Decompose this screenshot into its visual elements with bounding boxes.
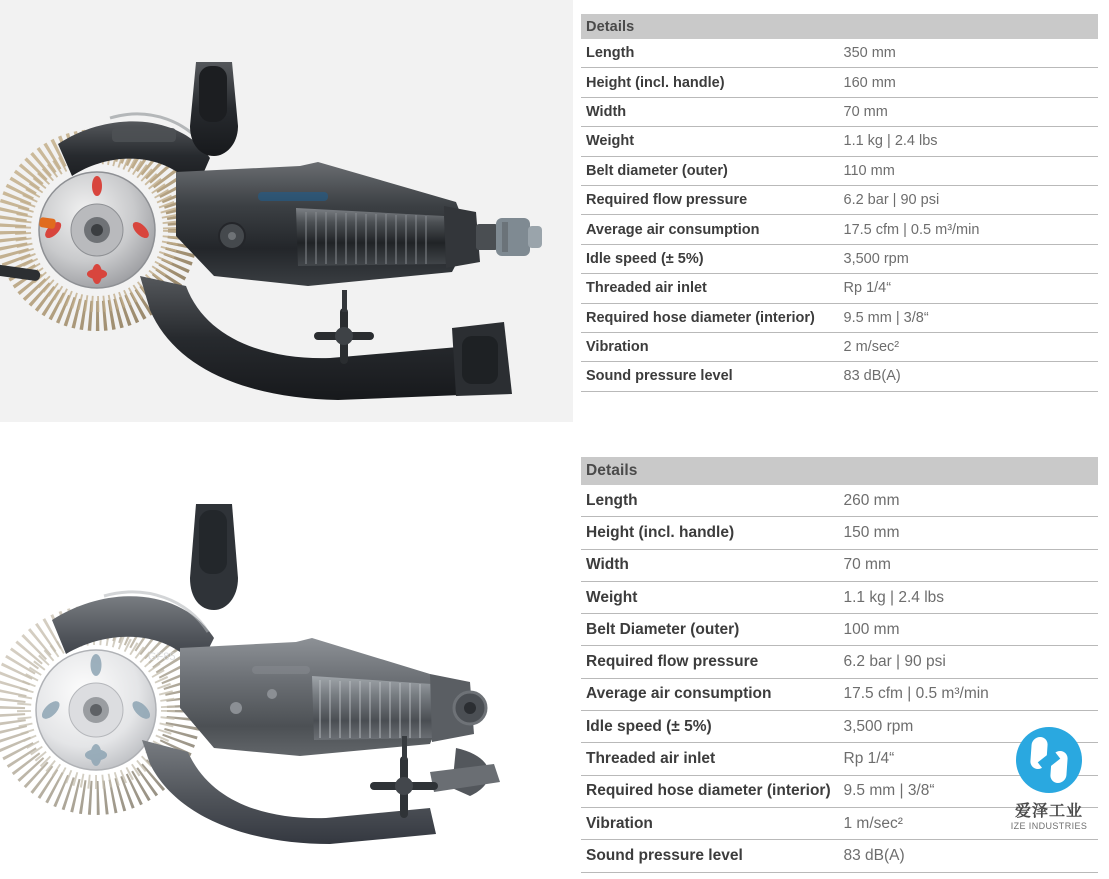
tool-illustration-upper xyxy=(0,40,573,400)
spec-label: Belt diameter (outer) xyxy=(581,156,840,185)
product-block-upper xyxy=(0,0,1109,422)
spec-label: Vibration xyxy=(581,332,840,361)
spec-value: 1.1 kg | 2.4 lbs xyxy=(840,127,1099,156)
spec-label: Width xyxy=(581,97,840,126)
spec-label: Required hose diameter (interior) xyxy=(581,303,840,332)
spec-value: 3,500 rpm xyxy=(840,711,1099,743)
spec-value: 70 mm xyxy=(840,97,1099,126)
spec-value: 17.5 cfm | 0.5 m³/min xyxy=(840,215,1099,244)
table-row xyxy=(581,185,1098,214)
table-row xyxy=(581,39,1098,68)
table-row xyxy=(581,274,1098,303)
izf-swirl-logo-icon xyxy=(1016,727,1082,793)
spec-label: Weight xyxy=(581,581,840,613)
table-row xyxy=(581,156,1098,185)
spec-label: Required flow pressure xyxy=(581,646,840,678)
watermark-name-en: IZE INDUSTRIES xyxy=(1010,821,1088,831)
spec-label: Required flow pressure xyxy=(581,185,840,214)
product-photo-upper xyxy=(0,0,573,422)
spec-label: Weight xyxy=(581,127,840,156)
spec-value: 2 m/sec² xyxy=(840,332,1099,361)
spec-value: 70 mm xyxy=(840,549,1099,581)
table-row xyxy=(581,678,1098,710)
svg-text:GF85: GF85 xyxy=(148,651,176,663)
spec-value: 17.5 cfm | 0.5 m³/min xyxy=(840,678,1099,710)
tool-illustration-lower xyxy=(0,452,573,852)
spec-label: Length xyxy=(581,39,840,68)
spec-table-header-row xyxy=(581,457,1098,485)
table-row xyxy=(581,127,1098,156)
spec-value: 150 mm xyxy=(840,517,1099,549)
spec-label: Idle speed (± 5%) xyxy=(581,244,840,273)
table-row xyxy=(581,581,1098,613)
table-row xyxy=(581,614,1098,646)
spec-label: Height (incl. handle) xyxy=(581,68,840,97)
spec-label: Width xyxy=(581,549,840,581)
spec-label: Sound pressure level xyxy=(581,840,840,872)
spec-label: Threaded air inlet xyxy=(581,274,840,303)
table-row xyxy=(581,244,1098,273)
spec-value: 3,500 rpm xyxy=(840,244,1099,273)
spec-value: Rp 1/4“ xyxy=(840,743,1099,775)
table-row xyxy=(581,332,1098,361)
table-row xyxy=(581,97,1098,126)
table-row xyxy=(581,549,1098,581)
spec-value: 260 mm xyxy=(840,485,1099,517)
spec-value: 6.2 bar | 90 psi xyxy=(840,646,1099,678)
spec-value: 350 mm xyxy=(840,39,1099,68)
product-block-lower xyxy=(0,422,1109,879)
spec-value: 110 mm xyxy=(840,156,1099,185)
table-row xyxy=(581,68,1098,97)
spec-value: 160 mm xyxy=(840,68,1099,97)
spec-value: 100 mm xyxy=(840,614,1099,646)
product-photo-lower xyxy=(0,422,573,879)
spec-label: Required hose diameter (interior) xyxy=(581,775,840,807)
spec-table-upper xyxy=(581,14,1098,392)
logo-slash xyxy=(1038,750,1061,771)
spec-value: 9.5 mm | 3/8“ xyxy=(840,775,1099,807)
spec-label: Average air consumption xyxy=(581,215,840,244)
spec-label: Threaded air inlet xyxy=(581,743,840,775)
spec-label: Belt Diameter (outer) xyxy=(581,614,840,646)
table-row xyxy=(581,840,1098,872)
spec-value: 1 m/sec² xyxy=(840,807,1099,839)
watermark-name-cn: 爱泽工业 xyxy=(1014,803,1083,820)
spec-label: Length xyxy=(581,485,840,517)
table-row xyxy=(581,517,1098,549)
spec-table-header: Details xyxy=(581,457,1098,485)
spec-label: Sound pressure level xyxy=(581,362,840,391)
spec-value: 9.5 mm | 3/8“ xyxy=(840,303,1099,332)
spec-label: Average air consumption xyxy=(581,678,840,710)
table-row xyxy=(581,303,1098,332)
spec-label: Idle speed (± 5%) xyxy=(581,711,840,743)
spec-value: 1.1 kg | 2.4 lbs xyxy=(840,581,1099,613)
table-row xyxy=(581,362,1098,391)
spec-label: Height (incl. handle) xyxy=(581,517,840,549)
spec-value: Rp 1/4“ xyxy=(840,274,1099,303)
table-row xyxy=(581,485,1098,517)
spec-label: Vibration xyxy=(581,807,840,839)
spec-table-header: Details xyxy=(581,14,1098,39)
watermark xyxy=(1003,727,1095,837)
spec-value: 83 dB(A) xyxy=(840,840,1099,872)
table-row xyxy=(581,646,1098,678)
spec-value: 83 dB(A) xyxy=(840,362,1099,391)
spec-table-upper-wrapper xyxy=(581,14,1098,392)
spec-value: 6.2 bar | 90 psi xyxy=(840,185,1099,214)
table-row xyxy=(581,215,1098,244)
spec-table-header-row xyxy=(581,14,1098,39)
